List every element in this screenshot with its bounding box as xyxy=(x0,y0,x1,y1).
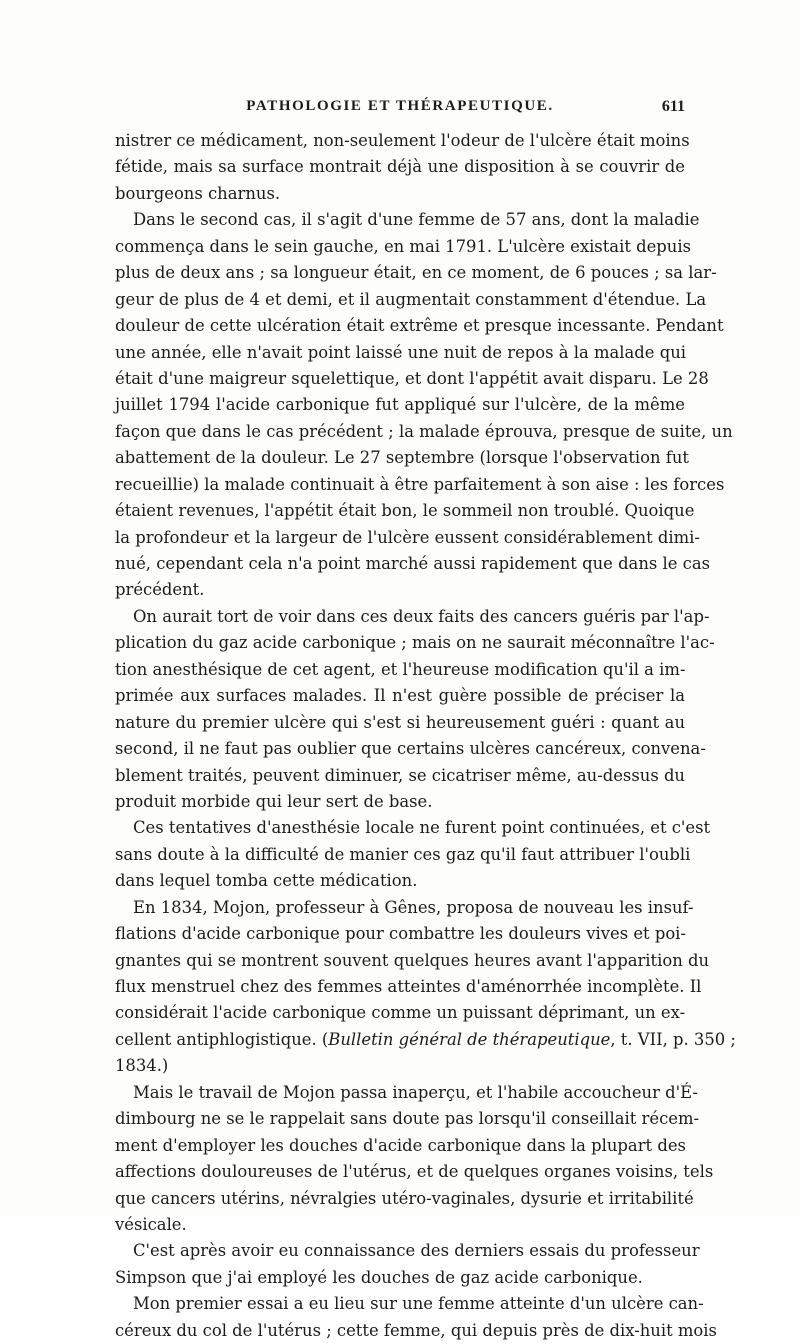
page-number: 611 xyxy=(661,98,685,115)
text-line: Ces tentatives d'anesthésie locale ne furent point continuées, et c'est xyxy=(133,818,711,838)
text-line: plication du gaz acide carbonique ; mais on ne saurait méconnaître l'ac- xyxy=(115,633,715,653)
text-line: blement traités, peuvent diminuer, se cicatriser même, au-dessus du xyxy=(115,765,685,785)
journal-title: Bulletin général de thérapeutique xyxy=(328,1029,611,1049)
running-title: PATHOLOGIE ET THÉRAPEUTIQUE. xyxy=(246,98,554,114)
text-line: affections douloureuses de l'utérus, et de quelques organes voisins, tels xyxy=(115,1162,714,1182)
text-line: flux menstruel chez des femmes atteintes d'aménorrhée incomplète. Il xyxy=(115,977,702,996)
text-line: ment d'employer les douches d'acide carbonique dans la plupart des xyxy=(115,1135,686,1155)
text-line: nature du premier ulcère qui s'est si heureusement guéri : quant au xyxy=(115,712,685,732)
running-head xyxy=(115,98,685,122)
text-line: nistrer ce médicament, non-seulement l'odeur de l'ulcère était moins xyxy=(115,131,690,150)
citation-line xyxy=(115,1027,736,1053)
text-line: Mon premier essai a eu lieu sur une femme atteinte d'un ulcère can- xyxy=(133,1294,704,1314)
text-line: abattement de la douleur. Le 27 septembre (lorsque l'observation fut xyxy=(115,448,689,468)
text-line: dans lequel tomba cette médication. xyxy=(115,871,418,891)
text-line: produit morbide qui leur sert de base. xyxy=(115,791,433,811)
text-line: 1834.) xyxy=(115,1056,169,1076)
text-line: gnantes qui se montrent souvent quelques heures avant l'apparition du xyxy=(115,950,710,970)
text-line: plus de deux ans ; sa longueur était, en ce moment, de 6 pouces ; sa lar- xyxy=(115,263,717,283)
text-line: que cancers utérins, névralgies utéro-vaginales, dysurie et irritabilité xyxy=(115,1188,694,1208)
body-text xyxy=(115,128,736,1344)
text-line: commença dans le sein gauche, en mai 1791. L'ulcère existait depuis xyxy=(115,236,692,256)
text-line: Mais le travail de Mojon passa inaperçu, et l'habile accoucheur d'É- xyxy=(133,1082,698,1102)
citation-prefix: cellent antiphlogistique. ( xyxy=(115,1029,329,1049)
text-line: bourgeons charnus. xyxy=(115,183,281,203)
text-line: douleur de cette ulcération était extrême et presque incessante. Pendant xyxy=(115,316,724,336)
text-line: Simpson que j'ai employé les douches de gaz acide carbonique. xyxy=(115,1267,643,1287)
text-line: précédent. xyxy=(115,580,205,600)
text-line: tion anesthésique de cet agent, et l'heureuse modification qu'il a im- xyxy=(115,659,686,679)
text-line: Dans le second cas, il s'agit d'une femme de 57 ans, dont la maladie xyxy=(133,210,700,230)
text-line: second, il ne faut pas oublier que certains ulcères cancéreux, convena- xyxy=(115,739,706,759)
text-line: façon que dans le cas précédent ; la malade éprouva, presque de suite, un xyxy=(115,421,733,441)
text-line: juillet 1794 l'acide carbonique fut appliqué sur l'ulcère, de la même xyxy=(115,395,685,415)
text-line: On aurait tort de voir dans ces deux faits des cancers guéris par l'ap- xyxy=(133,606,710,626)
text-line: dimbourg ne se le rappelait sans doute pas lorsqu'il conseillait récem- xyxy=(115,1109,700,1129)
text-line: flations d'acide carbonique pour combattre les douleurs vives et poi- xyxy=(115,924,686,944)
text-line: une année, elle n'avait point laissé une nuit de repos à la malade qui xyxy=(115,342,686,362)
text-line: En 1834, Mojon, professeur à Gênes, proposa de nouveau les insuf- xyxy=(133,897,694,917)
text-line: céreux du col de l'utérus ; cette femme, qui depuis près de dix-huit mois xyxy=(115,1320,717,1340)
text-line: fétide, mais sa surface montrait déjà une disposition à se couvrir de xyxy=(115,157,685,177)
text-line: recueillie) la malade continuait à être parfaitement à son aise : les forces xyxy=(115,474,725,494)
text-line: primée aux surfaces malades. Il n'est guère possible de préciser la xyxy=(115,686,685,706)
text-line: était d'une maigreur squelettique, et dont l'appétit avait disparu. Le 28 xyxy=(115,368,709,388)
text-line: C'est après avoir eu connaissance des derniers essais du professeur xyxy=(133,1241,700,1261)
citation-suffix: , t. VII, p. 350 ; xyxy=(610,1029,736,1049)
text-line: sans doute à la difficulté de manier ces gaz qu'il faut attribuer l'oubli xyxy=(115,844,691,864)
text-line: considérait l'acide carbonique comme un puissant déprimant, un ex- xyxy=(115,1003,686,1023)
text-line: nué, cependant cela n'a point marché aussi rapidement que dans le cas xyxy=(115,554,711,573)
text-line: geur de plus de 4 et demi, et il augmentait constamment d'étendue. La xyxy=(115,289,707,309)
text-line: étaient revenues, l'appétit était bon, le sommeil non troublé. Quoique xyxy=(115,501,695,521)
text-line: la profondeur et la largeur de l'ulcère eussent considérablement dimi- xyxy=(115,527,700,547)
text-line: vésicale. xyxy=(115,1214,187,1234)
